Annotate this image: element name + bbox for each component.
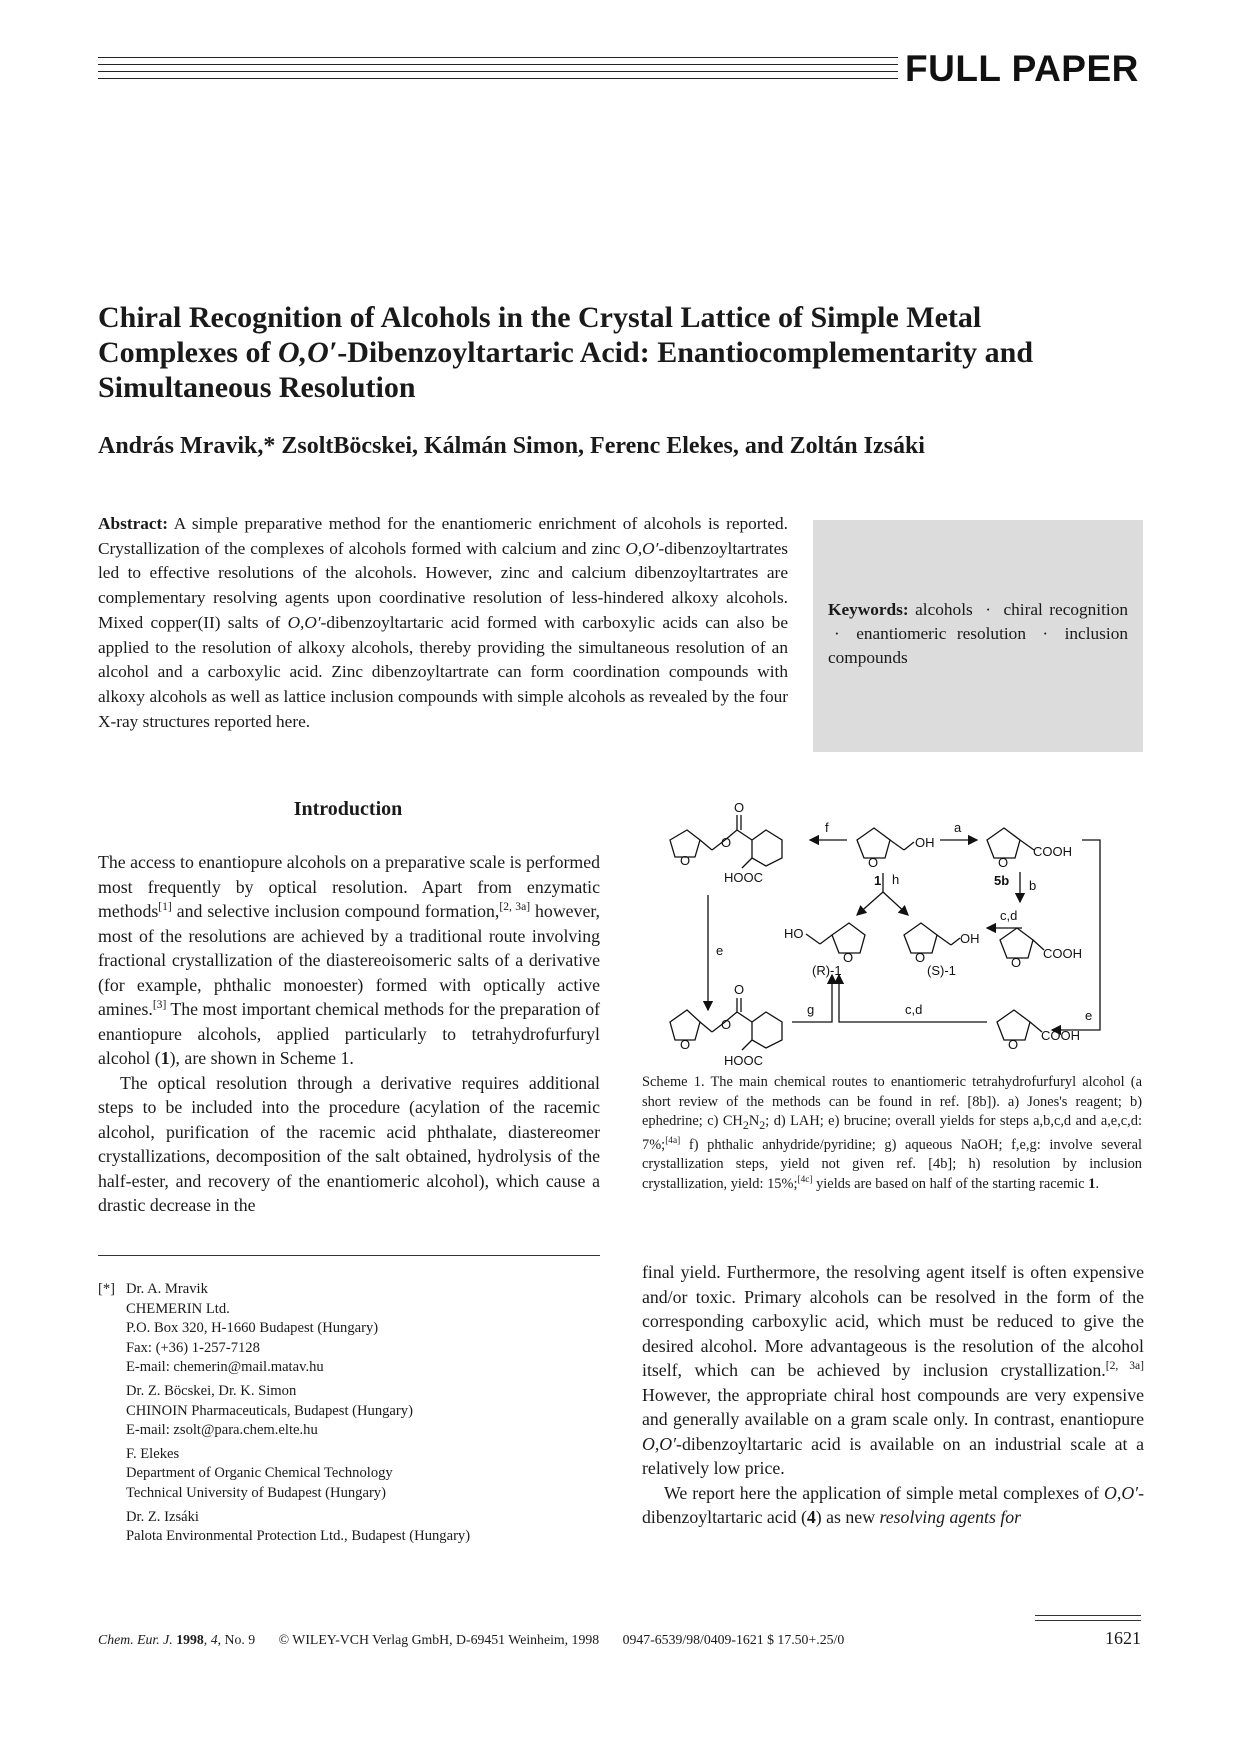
svg-text:O: O (721, 835, 732, 850)
email-link[interactable]: E-mail: zsolt@para.chem.elte.hu (126, 1422, 318, 1439)
svg-text:COOH: COOH (1033, 844, 1072, 859)
svg-text:c,d: c,d (1000, 908, 1018, 923)
email-link[interactable]: E-mail: chemerin@mail.matav.hu (126, 1359, 324, 1376)
keyword: chiral recognition (1003, 600, 1128, 619)
thf-acid-structure (987, 828, 1034, 858)
paper-title: Chiral Recognition of Alcohols in the Crystal Lattice of Simple Metal Complexes of O,O′-Dibenzoyltartaric Acid: Enantiocomplementarity and Simultaneous Resolution (98, 301, 1034, 404)
svg-text:O: O (734, 800, 745, 815)
svg-text:O: O (868, 855, 879, 870)
svg-text:a: a (954, 820, 962, 835)
section-label: FULL PAPER (905, 48, 1139, 89)
svg-text:f: f (825, 820, 829, 835)
footnote-rule (98, 1255, 600, 1256)
section-heading-introduction: Introduction (293, 798, 403, 820)
svg-text:COOH: COOH (1041, 1028, 1080, 1043)
svg-text:O: O (680, 853, 691, 868)
header-rule (98, 57, 898, 85)
svg-text:5b: 5b (994, 873, 1010, 888)
reaction-scheme (642, 800, 1147, 1070)
svg-text:O: O (998, 855, 1009, 870)
issn: 0947-6539/98/0409-1621 $ 17.50+.25/0 (622, 1632, 845, 1647)
svg-text:c,d: c,d (905, 1002, 923, 1017)
svg-text:(R)-1: (R)-1 (812, 963, 842, 978)
svg-text:COOH: COOH (1043, 946, 1082, 961)
page-footer (98, 1632, 864, 1648)
page-number-rule (1035, 1615, 1141, 1625)
svg-text:h: h (892, 872, 900, 887)
keyword: enantiomeric resolution (856, 624, 1026, 643)
svg-text:O: O (734, 982, 745, 997)
thf-acid-structure-r (1000, 928, 1044, 958)
svg-text:OH: OH (915, 835, 935, 850)
keyword: inclusion compounds (828, 624, 1128, 667)
svg-text:O: O (915, 950, 926, 965)
svg-text:HO: HO (784, 926, 804, 941)
abstract-label: Abstract: (98, 514, 169, 533)
paragraph: We report here the application of simple metal complexes of O,O′-dibenzoyltartaric acid (4) as new resolving agents for (642, 1482, 1144, 1527)
svg-text:O: O (721, 1017, 732, 1032)
thf-alcohol-structure (857, 828, 914, 858)
page-number: 1621 (1105, 1628, 1141, 1648)
svg-text:O: O (1011, 955, 1022, 970)
author-list: András Mravik,* ZsoltBöcskei, Kálmán Simon, Ferenc Elekes, and Zoltán Izsáki (98, 433, 925, 459)
keywords: Keywords: alcohols · chiral recognition · enantiomeric resolution · inclusion compounds (828, 600, 1128, 667)
svg-text:OH: OH (960, 931, 980, 946)
copyright: © WILEY-VCH Verlag GmbH, D-69451 Weinheim, 1998 (278, 1632, 600, 1647)
thf-acid-structure-s (997, 1010, 1042, 1040)
svg-text:g: g (807, 1002, 815, 1017)
body-left-column (98, 850, 600, 1218)
svg-text:e: e (716, 943, 724, 958)
svg-text:HOOC: HOOC (724, 1053, 763, 1068)
body-right-column (642, 1260, 1144, 1530)
svg-text:O: O (1008, 1037, 1019, 1052)
svg-text:b: b (1029, 878, 1037, 893)
abstract: Abstract: A simple preparative method for the enantiomeric enrichment of alcohols is reported. Crystallization of the complexes of alcohols formed with calcium and zinc O,O′-dibenzoyltartrates led to effective resolutions of the alcohols. However, zinc and calcium dibenzoyltartrates are complementary resolving agents upon coordinative resolution of less-hindered alkoxy alcohols. Mixed copper(II) salts of O,O′-dibenzoyltartaric acid formed with carboxylic acids can also be applied to the resolution of alkoxy alcohols, thereby providing the simultaneous resolution of an alcohol and a carboxylic acid. Zinc dibenzoyltartrate can form coordination compounds with alkoxy alcohols as well as lattice inclusion compounds with simple alcohols as revealed by the four X-ray structures reported here. (98, 514, 788, 731)
svg-text:1: 1 (874, 873, 882, 888)
svg-text:O: O (680, 1037, 691, 1052)
scheme-caption: Scheme 1. The main chemical routes to enantiomeric tetrahydrofurfuryl alcohol (a short review of the methods can be found in ref. [8b]). a) Jones's reagent; b) ephedrine; c) $CH_2N_2$; d) LAH; e) brucine; overall yields for steps a,b,c,d and a,e,c,d: 7%;[4a] f) phthalic anhydride/pyridine; g) aqueous NaOH; f,e,g: involve several crystallization steps, yield not given ref. [4b]; h) resolution by inclusion crystallization, yield: 15%;[4c] yields are based on half of the starting racemic 1. (642, 1074, 1142, 1192)
s-alcohol-structure (904, 923, 960, 953)
paragraph: final yield. Furthermore, the resolving agent itself is often expensive and/or toxic. Primary alcohols can be resolved in the form of the corresponding carboxylic acid, which must be reduced to give the desired alcohol. More advantageous is the resolution of the alcohol itself, which can be achieved by inclusion crystallization.[2, 3a] However, the appropriate chiral host compounds are very expensive and generally available on a gram scale only. In contrast, enantiopure O,O′-dibenzoyltartaric acid is available on an industrial scale at a relatively low price. (642, 1262, 1144, 1478)
author-affiliations: [*] Dr. A. Mravik CHEMERIN Ltd. P.O. Box 320, H-1660 Budapest (Hungary) Fax: (+36) 1-257-7128 E-mail: chemerin@mail.matav.hu Dr. Z. Böcskei, Dr. K. Simon CHINOIN Pharmaceuticals, Budapest (Hungary) E-mail: zsolt@para.chem.elte.hu F. Elekes Department of Organic Chemical Technology Technical University of Budapest (Hungary) Dr. Z. Izsáki Palota Environmental Protection Ltd., Budapest (Hungary) (98, 1280, 600, 1551)
citation: Chem. Eur. J. 1998, 4, No. 9 (98, 1632, 256, 1647)
paragraph: The access to enantiopure alcohols on a preparative scale is performed most frequently by optical resolution. Apart from enzymatic methods[1] and selective inclusion compound formation,[2, 3a] however, most of the resolutions are achieved by a traditional route involving fractional crystallization of the diastereoisomeric salts of a derivative (for example, phthalic monoester) formed with optically active amines.[3] The most important chemical methods for the preparation of enantiopure alcohols, applied particularly to tetrahydrofurfuryl alcohol (1), are shown in Scheme 1. (98, 852, 601, 1068)
keyword: alcohols (915, 600, 973, 619)
paragraph: The optical resolution through a derivative requires additional steps to be included into the procedure (acylation of the racemic alcohol, purification of the racemic acid phthalate, diastereomer crystallizations, decomposition of the salt obtained, hydrolysis of the half-ester, and recovery of the enantiomeric alcohol), which cause a drastic decrease in the (98, 1072, 600, 1215)
r-alcohol-structure (806, 923, 865, 953)
svg-text:(S)-1: (S)-1 (927, 963, 956, 978)
svg-text:O: O (843, 950, 854, 965)
svg-text:HOOC: HOOC (724, 870, 763, 885)
svg-text:e: e (1085, 1008, 1093, 1023)
